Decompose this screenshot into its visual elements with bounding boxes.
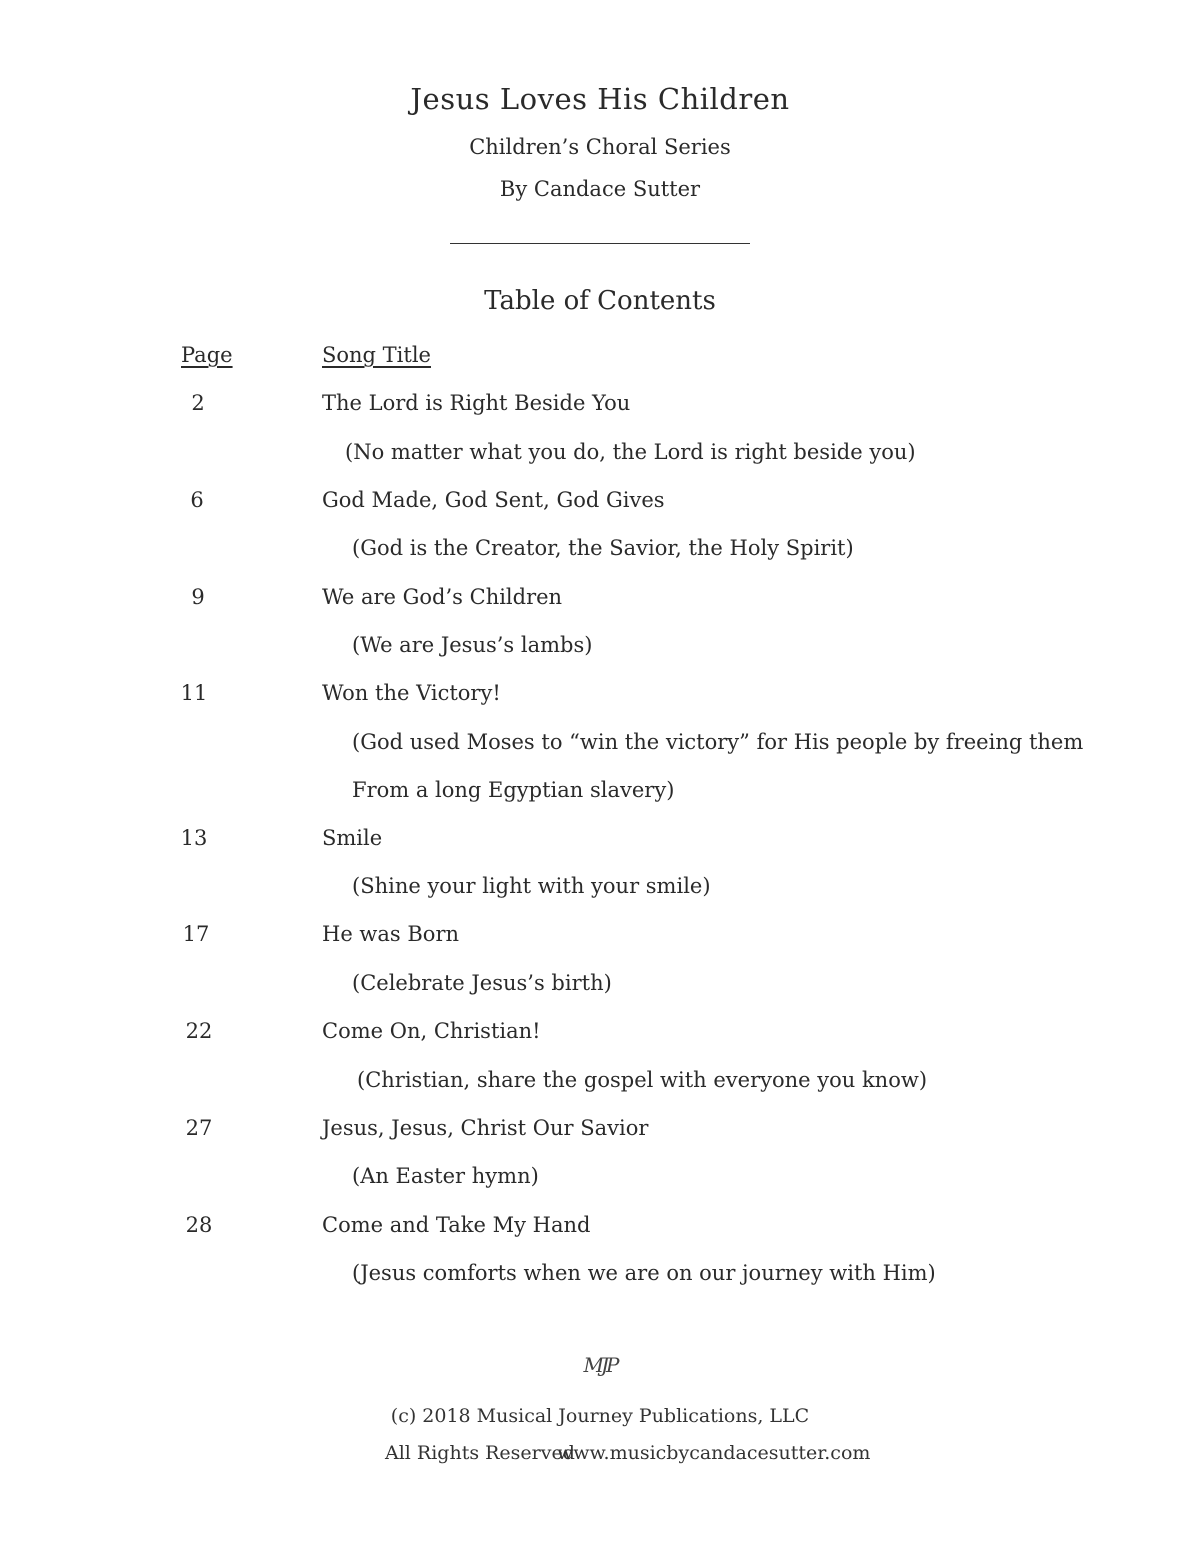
toc-song-title: Come and Take My Hand — [322, 1213, 591, 1237]
toc-song-description: (Celebrate Jesus’s birth) — [352, 971, 612, 995]
toc-song-description: (Christian, share the gospel with everyone you know) — [357, 1068, 928, 1092]
column-header-song-title: Song Title — [322, 343, 431, 367]
toc-song-description: (An Easter hymn) — [352, 1164, 539, 1188]
toc-page-number: 27 — [185, 1116, 213, 1140]
rights-reserved: All Rights Reserved — [385, 1442, 575, 1464]
toc-song-description-continued: From a long Egyptian slavery) — [352, 778, 675, 802]
toc-song-title: Jesus, Jesus, Christ Our Savior — [322, 1116, 649, 1140]
toc-song-title: He was Born — [322, 922, 460, 946]
toc-song-description: (God is the Creator, the Savior, the Holy Spirit) — [352, 536, 854, 560]
toc-page-number: 6 — [190, 488, 204, 512]
author-line: By Candace Sutter — [499, 177, 701, 201]
toc-song-title: Come On, Christian! — [322, 1019, 541, 1043]
toc-song-title: Smile — [322, 826, 383, 850]
toc-song-title: We are God’s Children — [322, 585, 563, 609]
toc-song-description: (God used Moses to “win the victory” for His people by freeing them — [352, 730, 1084, 754]
column-header-page: Page — [181, 343, 233, 367]
toc-song-title: Won the Victory! — [322, 681, 501, 705]
toc-song-title: God Made, God Sent, God Gives — [322, 488, 665, 512]
copyright-line: (c) 2018 Musical Journey Publications, LLC — [390, 1405, 810, 1427]
toc-page-number: 11 — [180, 681, 208, 705]
toc-page-number: 13 — [180, 826, 208, 850]
toc-page-number: 2 — [191, 391, 205, 415]
toc-song-description: (Shine your light with your smile) — [352, 874, 711, 898]
document-title: Jesus Loves His Children — [410, 82, 790, 116]
toc-song-description: (No matter what you do, the Lord is right beside you) — [345, 440, 916, 464]
publisher-logo: MJP — [583, 1353, 617, 1377]
toc-page-number: 28 — [185, 1213, 213, 1237]
toc-page-number: 17 — [182, 922, 210, 946]
toc-page-number: 9 — [191, 585, 205, 609]
toc-song-description: (We are Jesus’s lambs) — [352, 633, 593, 657]
toc-page-number: 22 — [185, 1019, 213, 1043]
header-divider — [450, 243, 750, 244]
toc-song-description: (Jesus comforts when we are on our journey with Him) — [352, 1261, 936, 1285]
website-link[interactable]: www.musicbycandacesutter.com — [557, 1442, 871, 1464]
toc-heading: Table of Contents — [484, 286, 716, 316]
series-subtitle: Children’s Choral Series — [469, 135, 731, 159]
toc-song-title: The Lord is Right Beside You — [322, 391, 631, 415]
